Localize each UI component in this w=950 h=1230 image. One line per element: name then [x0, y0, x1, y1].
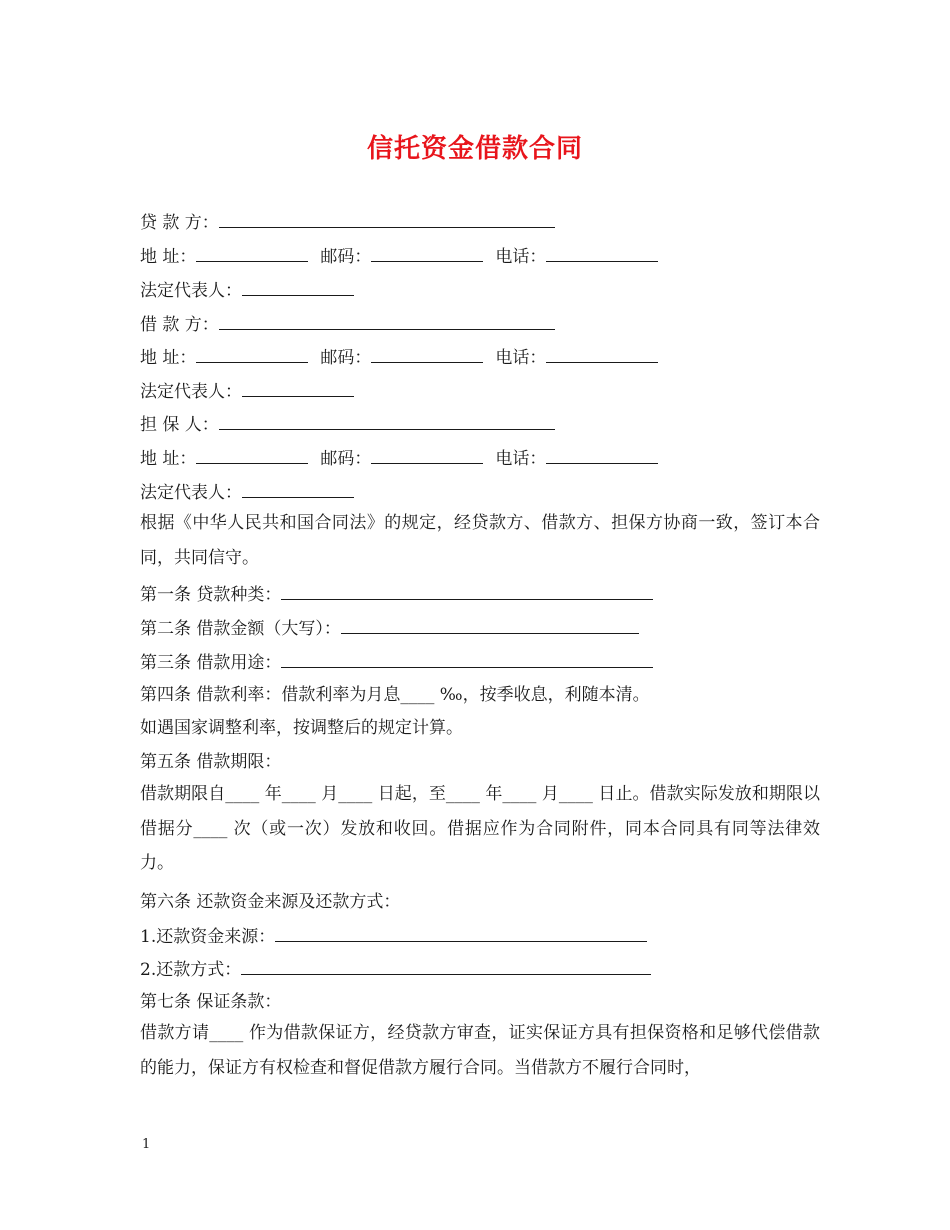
- lender-blank: [219, 211, 555, 228]
- phone-blank: [546, 447, 658, 464]
- lender-line: [140, 211, 555, 234]
- guarantor-blank: [219, 413, 555, 430]
- article-6-item-2-blank: [241, 958, 651, 975]
- legal-rep-blank: [242, 380, 354, 397]
- article-6-item-1: [140, 925, 647, 948]
- phone-label: 电话：: [495, 348, 547, 368]
- article-1-blank: [281, 583, 653, 600]
- postcode-blank: [371, 245, 483, 262]
- article-3-line: [140, 651, 653, 674]
- legal-rep-blank: [242, 481, 354, 498]
- address-blank: [196, 447, 308, 464]
- address-label: 地 址：: [140, 247, 197, 267]
- borrower-label: 借 款 方：: [140, 315, 219, 335]
- article-5-heading: 第五条 借款期限：: [140, 752, 282, 772]
- address-blank: [196, 346, 308, 363]
- page-number: 1: [142, 1137, 151, 1152]
- article-6-item-2: [140, 958, 651, 981]
- borrower-legal-rep-line: [140, 380, 354, 403]
- article-4-line: 第四条 借款利率：借款利率为月息____ ‰，按季收息，利随本清。: [140, 685, 650, 705]
- address-blank: [196, 245, 308, 262]
- document-title: 信托资金借款合同: [366, 134, 583, 164]
- legal-rep-label: 法定代表人：: [140, 281, 242, 301]
- postcode-blank: [371, 346, 483, 363]
- article-3-label: 第三条 借款用途：: [140, 653, 282, 673]
- article-4-note: 如遇国家调整利率，按调整后的规定计算。: [140, 718, 463, 738]
- legal-rep-label: 法定代表人：: [140, 382, 242, 402]
- lender-address-line: [140, 245, 658, 268]
- preamble-paragraph: 根据《中华人民共和国合同法》的规定，经贷款方、借款方、担保方协商一致，签订本合同，共同信守。: [140, 513, 820, 568]
- address-label: 地 址：: [140, 348, 197, 368]
- article-6-item-1-label: 1.还款资金来源：: [140, 927, 276, 947]
- postcode-label: 邮码：: [320, 449, 372, 469]
- article-6-item-1-blank: [275, 925, 647, 942]
- borrower-address-line: [140, 346, 658, 369]
- article-1-label: 第一条 贷款种类：: [140, 585, 282, 605]
- postcode-blank: [371, 447, 483, 464]
- article-6-heading: 第六条 还款资金来源及还款方式：: [140, 892, 401, 912]
- address-label: 地 址：: [140, 449, 197, 469]
- phone-blank: [546, 245, 658, 262]
- guarantor-address-line: [140, 447, 658, 470]
- guarantor-label: 担 保 人：: [140, 415, 219, 435]
- postcode-label: 邮码：: [320, 247, 372, 267]
- article-2-line: [140, 617, 639, 640]
- article-5-body: 借款期限自____ 年____ 月____ 日起，至____ 年____ 月____ 日止。借款实际发放和期限以借据分____ 次（或一次）发放和收回。借据应作为合同附件，同本合同具有同等法律效力。: [140, 784, 820, 873]
- article-2-label: 第二条 借款金额（大写）：: [140, 619, 341, 639]
- guarantor-line: [140, 413, 555, 436]
- article-7-body: 借款方请____ 作为借款保证方，经贷款方审查，证实保证方具有担保资格和足够代偿借款的能力，保证方有权检查和督促借款方履行合同。当借款方不履行合同时，: [140, 1023, 820, 1078]
- borrower-blank: [219, 313, 555, 330]
- phone-label: 电话：: [495, 449, 547, 469]
- article-2-blank: [341, 617, 639, 634]
- article-3-blank: [281, 651, 653, 668]
- article-7-heading: 第七条 保证条款：: [140, 992, 282, 1012]
- legal-rep-label: 法定代表人：: [140, 483, 242, 503]
- lender-label: 贷 款 方：: [140, 213, 219, 233]
- postcode-label: 邮码：: [320, 348, 372, 368]
- article-1-line: [140, 583, 653, 606]
- phone-label: 电话：: [495, 247, 547, 267]
- borrower-line: [140, 313, 555, 336]
- lender-legal-rep-line: [140, 279, 354, 302]
- phone-blank: [546, 346, 658, 363]
- article-6-item-2-label: 2.还款方式：: [140, 960, 242, 980]
- legal-rep-blank: [242, 279, 354, 296]
- guarantor-legal-rep-line: [140, 481, 354, 504]
